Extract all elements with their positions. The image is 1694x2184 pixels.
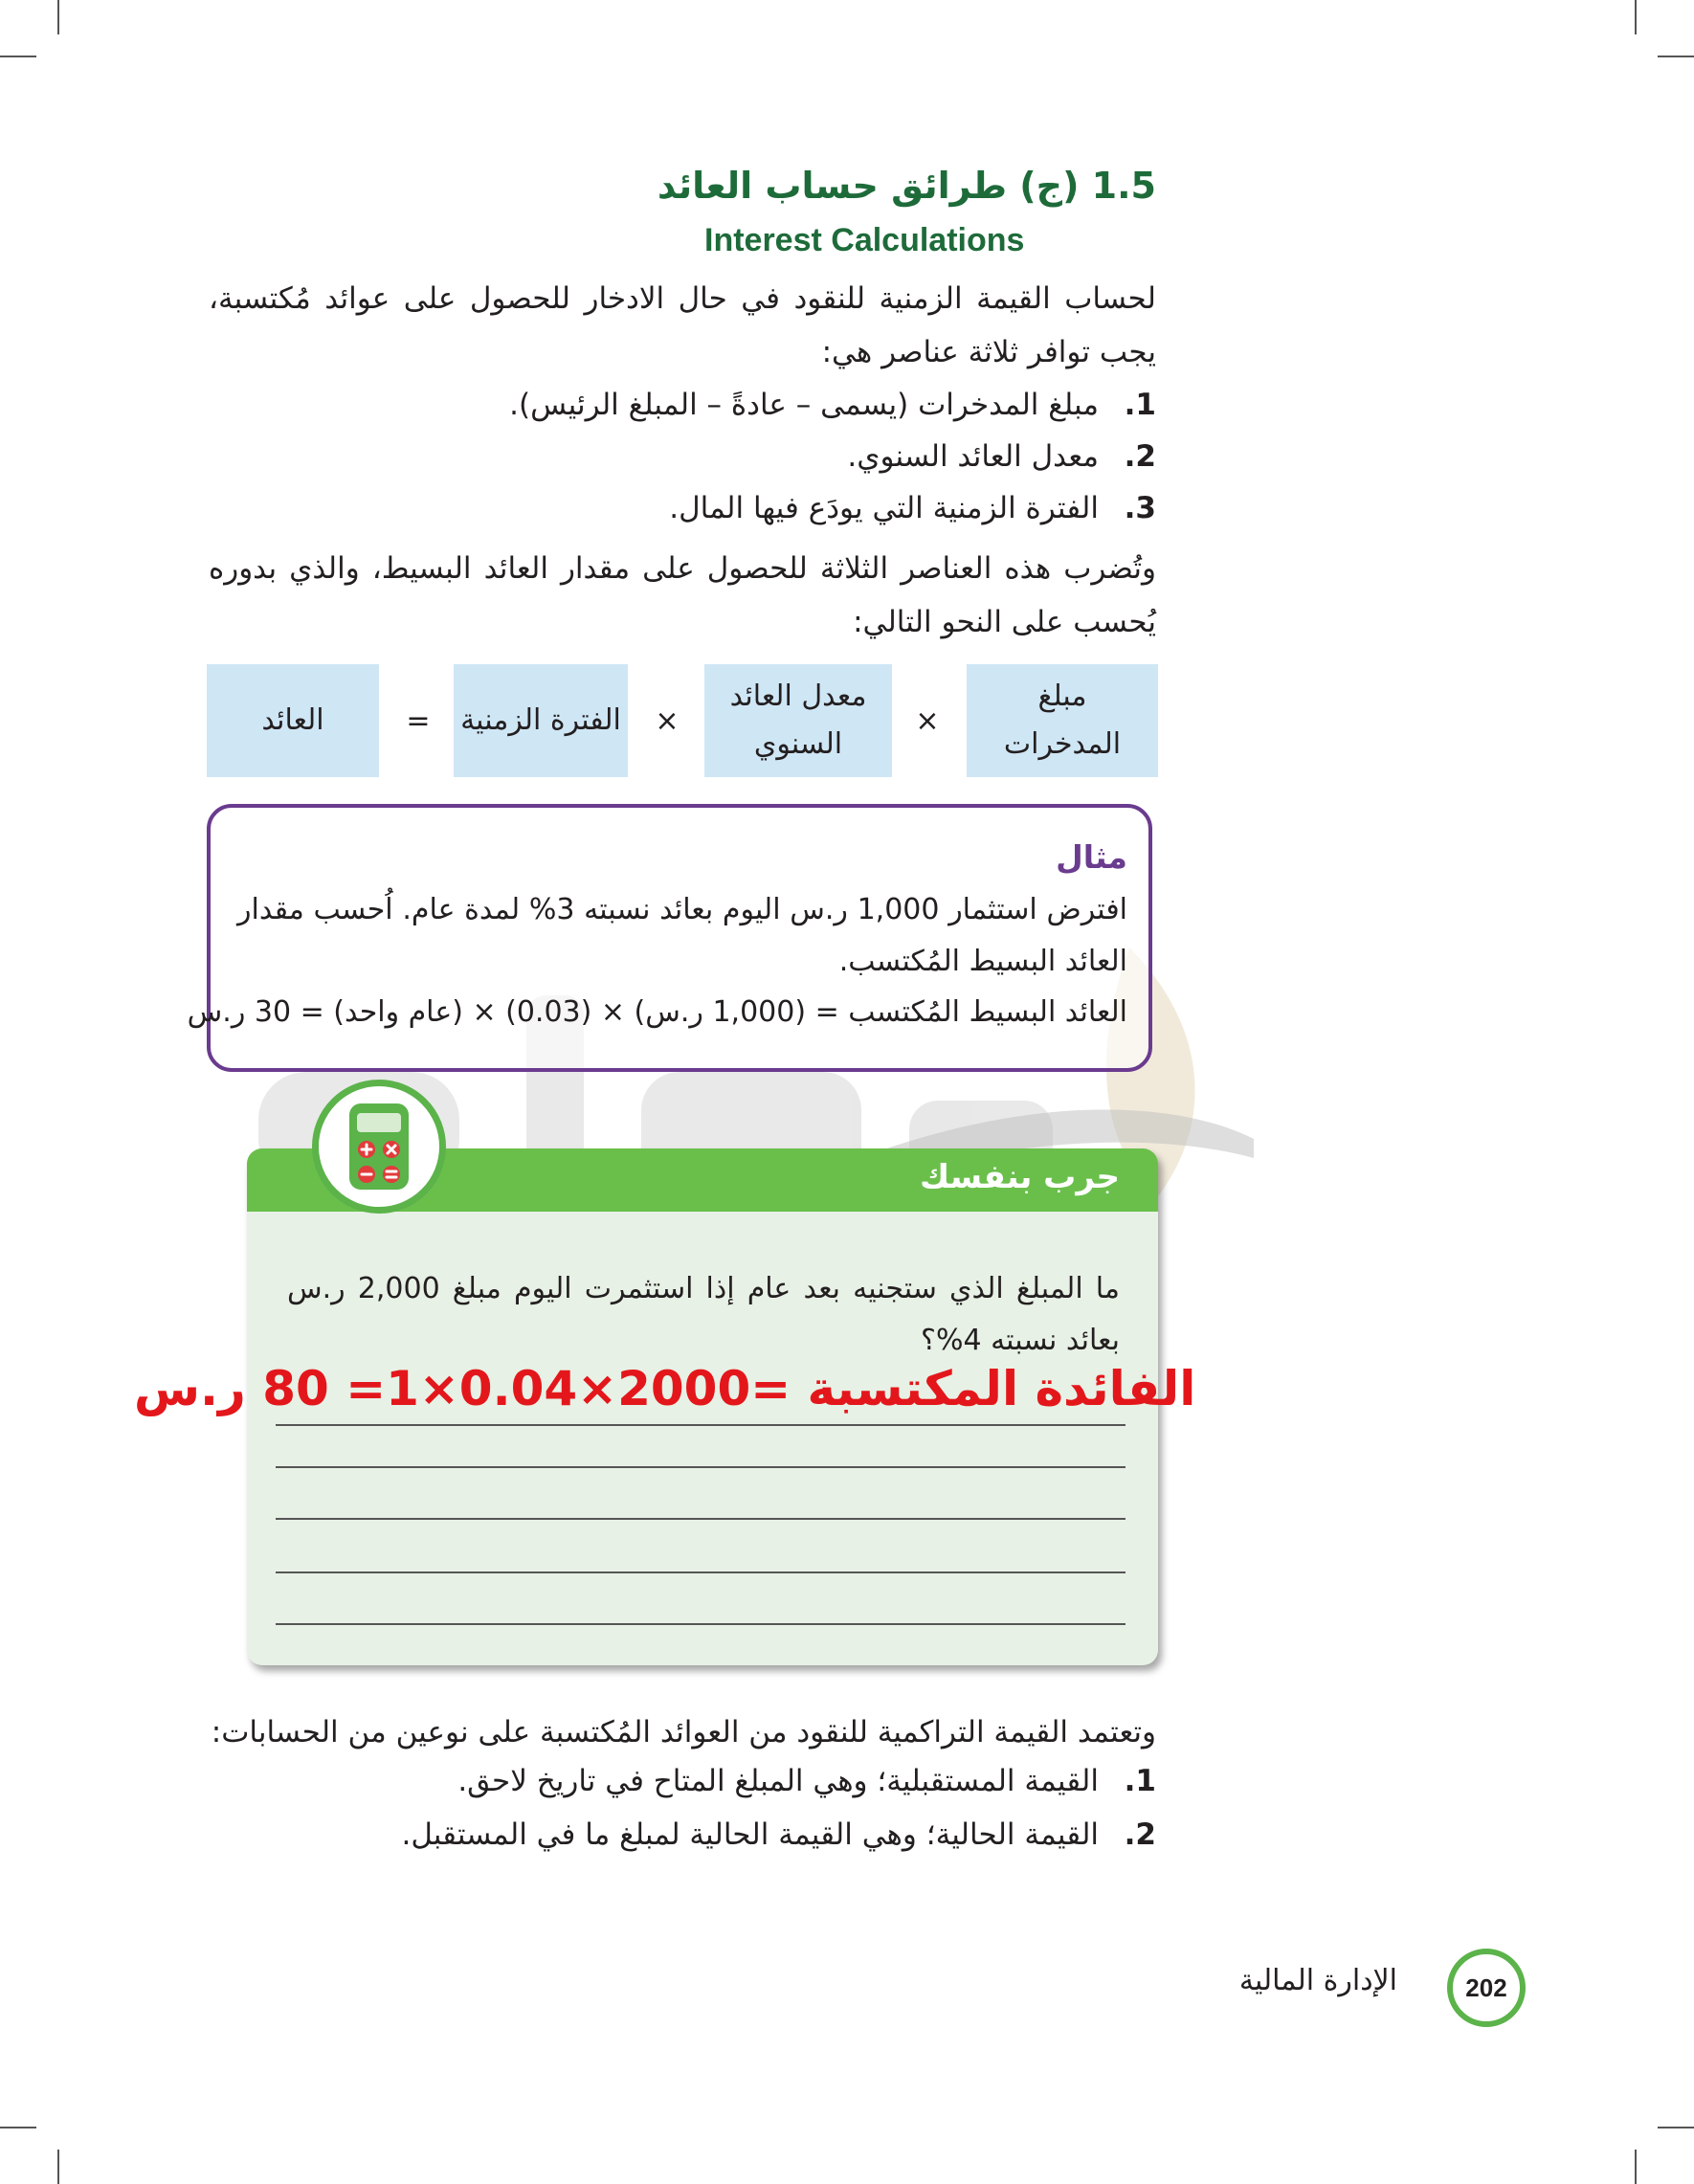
answer-line	[276, 1466, 1126, 1468]
list-text: الفترة الزمنية التي يودَع فيها المال.	[669, 491, 1099, 525]
crop-mark	[0, 56, 36, 57]
formula-result: العائد	[207, 664, 379, 777]
footer-book-title: الإدارة المالية	[1238, 1964, 1397, 1997]
calculator-icon	[312, 1080, 446, 1214]
section-title-arabic: 1.5 (ج) طرائق حساب العائد	[657, 165, 1156, 207]
answer-line	[276, 1623, 1126, 1625]
list-number: 3.	[1124, 491, 1156, 525]
page-number: 202	[1447, 1949, 1526, 2027]
list-item	[509, 379, 1156, 431]
crop-mark	[1658, 2127, 1694, 2128]
example-calculation: العائد البسيط المُكتسب = (1,000 ر.س) × (0.03) × (عام واحد) = 30 ر.س	[187, 995, 1127, 1029]
list-number: 2.	[1124, 1817, 1156, 1852]
try-yourself-question: ما المبلغ الذي ستجنيه بعد عام إذا استثمرت اليوم مبلغ 2,000 ر.س بعائد نسبته 4%؟	[287, 1272, 1120, 1357]
formula-equals-sign: =	[406, 703, 431, 738]
list-text: معدل العائد السنوي.	[847, 439, 1099, 474]
formula-period: الفترة الزمنية	[454, 664, 628, 777]
formula-savings: مبلغ المدخرات	[967, 664, 1158, 777]
crop-mark	[57, 2150, 59, 2184]
section-title-english: Interest Calculations	[704, 222, 1025, 258]
list-text: مبلغ المدخرات (يسمى – عادةً – المبلغ الرئيس).	[509, 388, 1099, 422]
crop-mark	[1635, 0, 1637, 34]
example-text: افترض استثمار 1,000 ر.س اليوم بعائد نسبته 3% لمدة عام. اُحسب مقدار العائد البسيط المُكتسب.	[237, 893, 1127, 978]
closing-paragraph: وتعتمد القيمة التراكمية للنقود من العوائد المُكتسبة على نوعين من الحسابات:	[211, 1715, 1156, 1749]
formula-times-sign: ×	[915, 703, 940, 738]
formula-times-sign: ×	[655, 703, 680, 738]
example-box	[187, 804, 1152, 1072]
list-text: القيمة المستقبلية؛ وهي المبلغ المتاح في تاريخ لاحق.	[457, 1764, 1099, 1798]
list-item	[669, 482, 1156, 534]
crop-mark	[0, 2127, 36, 2128]
try-yourself-title: جرب بنفسك	[919, 1158, 1120, 1196]
intro-paragraph: لحساب القيمة الزمنية للنقود في حال الادخار للحصول على عوائد مُكتسبة، يجب توافر ثلاثة عناصر هي:	[209, 281, 1156, 369]
list-number: 2.	[1124, 439, 1156, 474]
answer-line	[276, 1518, 1126, 1520]
list-number: 1.	[1124, 1764, 1156, 1798]
crop-mark	[57, 0, 59, 34]
handwritten-answer: الفائدة المكتسبة =2000×0.04×1= 80 ر.س	[134, 1361, 1196, 1416]
list-item	[457, 1755, 1156, 1807]
formula-rate: معدل العائد السنوي	[704, 664, 892, 777]
example-title: مثال	[1056, 838, 1127, 876]
list-item	[401, 1809, 1156, 1861]
list-item	[847, 431, 1156, 482]
crop-mark	[1635, 2150, 1637, 2184]
answer-line	[276, 1571, 1126, 1573]
multiply-paragraph: وتُضرب هذه العناصر الثلاثة للحصول على مقدار العائد البسيط، والذي بدوره يُحسب على النحو التالي:	[209, 551, 1156, 639]
crop-mark	[1658, 56, 1694, 57]
list-number: 1.	[1124, 388, 1156, 422]
list-text: القيمة الحالية؛ وهي القيمة الحالية لمبلغ ما في المستقبل.	[401, 1817, 1099, 1852]
answer-line	[276, 1424, 1126, 1426]
